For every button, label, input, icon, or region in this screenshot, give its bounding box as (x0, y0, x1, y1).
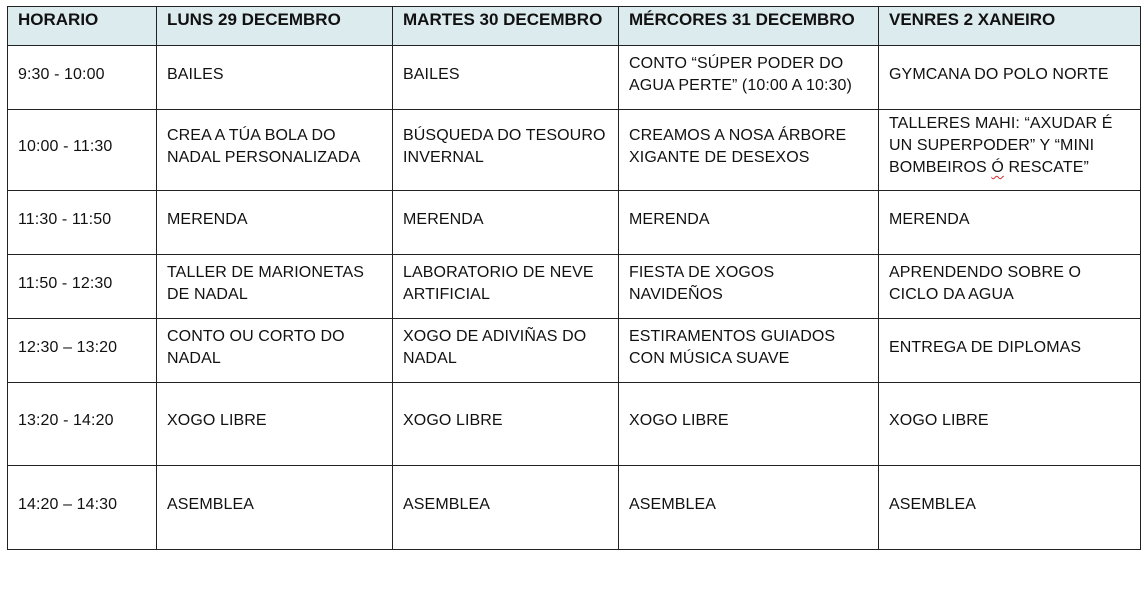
monday-activity (157, 383, 393, 466)
tuesday-activity (393, 319, 619, 383)
table-row (8, 383, 1141, 466)
activity-text: XOGO LIBRE (629, 412, 729, 429)
header-time: HORARIO (8, 7, 157, 46)
friday-activity (879, 46, 1141, 110)
friday-activity (879, 383, 1141, 466)
time-text: 9:30 - 10:00 (18, 65, 105, 83)
wednesday-activity (619, 383, 879, 466)
time-cell (8, 110, 157, 191)
schedule-header (8, 7, 1141, 46)
table-row (8, 466, 1141, 550)
table-row (8, 319, 1141, 383)
activity-text: XOGO LIBRE (403, 412, 503, 429)
activity-text: MERENDA (403, 210, 484, 228)
monday-activity (157, 46, 393, 110)
time-text: 10:00 - 11:30 (18, 138, 113, 155)
monday-activity (157, 255, 393, 319)
monday-activity (157, 110, 393, 191)
time-cell (8, 255, 157, 319)
header-wednesday: MÉRCORES 31 DECEMBRO (619, 7, 879, 46)
wednesday-activity (619, 110, 879, 191)
activity-text: ESTIRAMENTOS GUIADOS CON MÚSICA SUAVE (629, 327, 836, 367)
monday-activity (157, 466, 393, 550)
activity-text: APRENDENDO SOBRE O CICLO DA AGUA (889, 263, 1082, 303)
activity-text: GYMCANA DO POLO NORTE (889, 65, 1109, 83)
time-text: 11:50 - 12:30 (18, 274, 113, 292)
activity-text: CONTO OU CORTO DO NADAL (167, 327, 345, 367)
activity-text: XOGO LIBRE (889, 412, 989, 429)
activity-text-part: TALLERES MAHI: “AXUDAR É UN SUPERPODER” Y “MINI BOMBEIROS (889, 115, 1113, 176)
wednesday-activity (619, 466, 879, 550)
wednesday-activity (619, 319, 879, 383)
friday-activity (879, 466, 1141, 550)
friday-activity (879, 191, 1141, 255)
header-row (8, 7, 1141, 46)
activity-text: XOGO DE ADIVIÑAS DO NADAL (403, 327, 587, 367)
time-cell (8, 319, 157, 383)
activity-text: BÚSQUEDA DO TESOURO INVERNAL (403, 127, 606, 166)
time-cell (8, 191, 157, 255)
time-cell (8, 46, 157, 110)
tuesday-activity (393, 255, 619, 319)
schedule-body (8, 46, 1141, 550)
activity-text: TALLER DE MARIONETAS DE NADAL (167, 263, 364, 303)
activity-text: LABORATORIO DE NEVE ARTIFICIAL (403, 263, 594, 303)
activity-text-part: RESCATE” (1003, 159, 1089, 176)
activity-text: MERENDA (889, 210, 970, 228)
table-row (8, 46, 1141, 110)
time-text: 14:20 – 14:30 (18, 495, 118, 513)
wednesday-activity (619, 46, 879, 110)
activity-text: CREA A TÚA BOLA DO NADAL PERSONALIZADA (167, 127, 361, 166)
activity-text (889, 113, 1131, 179)
friday-activity (879, 110, 1141, 191)
tuesday-activity (393, 46, 619, 110)
activity-text: MERENDA (629, 210, 710, 228)
activity-text: ASEMBLEA (403, 495, 491, 513)
activity-text: CONTO “SÚPER PODER DO AGUA PERTE” (10:00 A 10:30) (629, 54, 852, 94)
schedule-table (7, 6, 1141, 550)
activity-text: BAILES (403, 65, 460, 83)
activity-text: ASEMBLEA (629, 495, 717, 513)
spellcheck-flagged-word[interactable]: Ó (991, 159, 1004, 176)
time-text: 11:30 - 11:50 (18, 210, 112, 228)
activity-text: BAILES (167, 65, 224, 83)
tuesday-activity (393, 466, 619, 550)
time-text: 13:20 - 14:20 (18, 412, 114, 429)
time-cell (8, 383, 157, 466)
activity-text: ASEMBLEA (889, 495, 977, 513)
friday-activity (879, 255, 1141, 319)
activity-text: ASEMBLEA (167, 495, 255, 513)
activity-text: MERENDA (167, 210, 248, 228)
table-row (8, 110, 1141, 191)
header-tuesday: MARTES 30 DECEMBRO (393, 7, 619, 46)
wednesday-activity (619, 255, 879, 319)
activity-text: XOGO LIBRE (167, 412, 267, 429)
time-text: 12:30 – 13:20 (18, 338, 118, 356)
monday-activity (157, 191, 393, 255)
monday-activity (157, 319, 393, 383)
activity-text: CREAMOS A NOSA ÁRBORE XIGANTE DE DESEXOS (629, 127, 847, 166)
tuesday-activity (393, 383, 619, 466)
wednesday-activity (619, 191, 879, 255)
activity-text: ENTREGA DE DIPLOMAS (889, 338, 1082, 356)
header-friday: VENRES 2 XANEIRO (879, 7, 1141, 46)
table-row (8, 191, 1141, 255)
time-cell (8, 466, 157, 550)
tuesday-activity (393, 191, 619, 255)
header-monday: LUNS 29 DECEMBRO (157, 7, 393, 46)
tuesday-activity (393, 110, 619, 191)
friday-activity (879, 319, 1141, 383)
activity-text: FIESTA DE XOGOS NAVIDEÑOS (629, 263, 775, 303)
table-row (8, 255, 1141, 319)
